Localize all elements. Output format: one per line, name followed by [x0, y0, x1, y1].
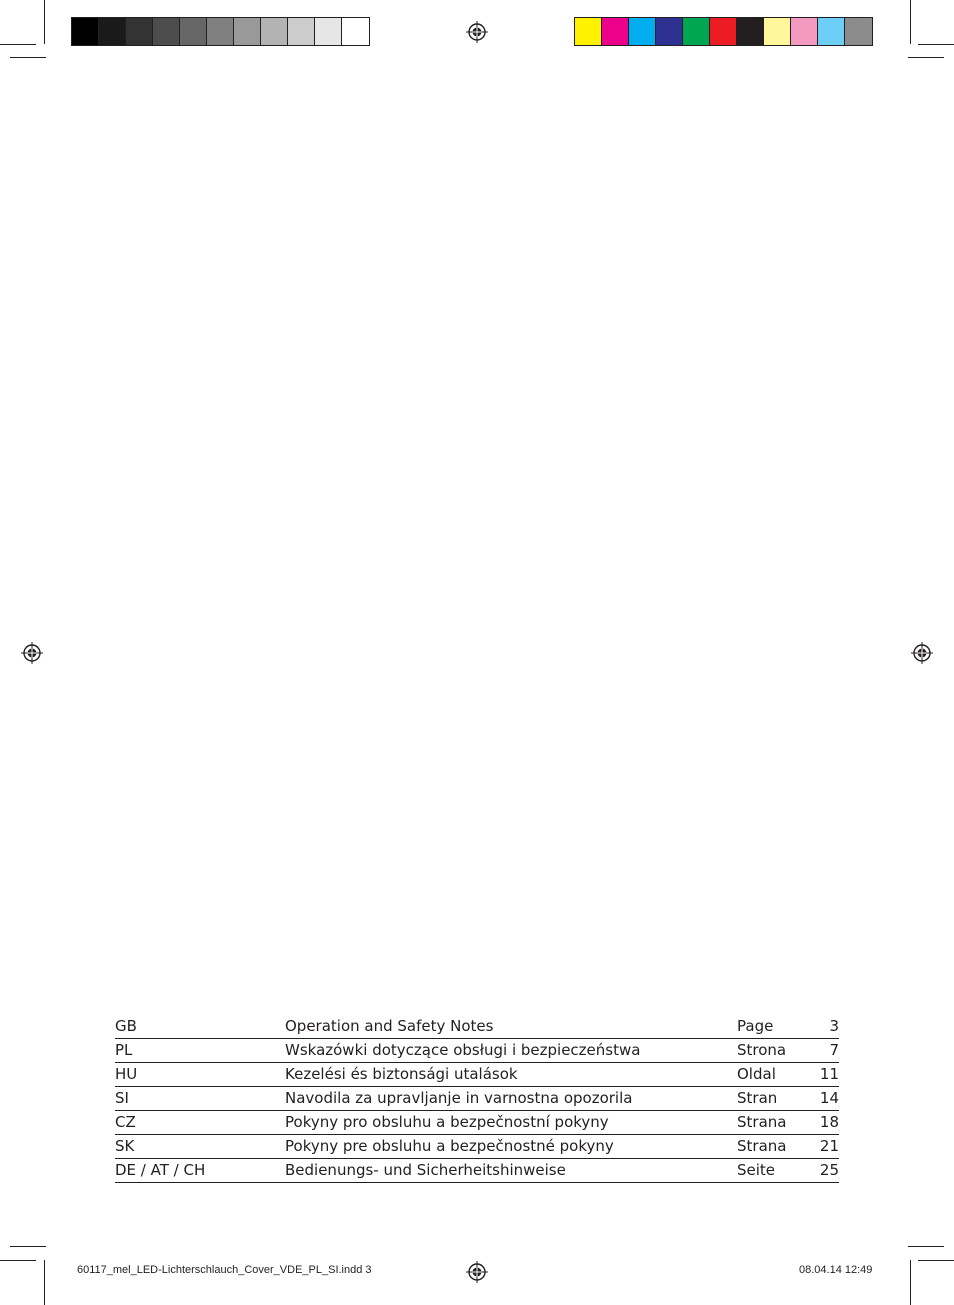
color-swatch	[629, 18, 656, 45]
color-swatch	[207, 18, 234, 45]
color-swatch	[845, 18, 872, 45]
process-color-bar	[574, 17, 873, 46]
color-swatch	[683, 18, 710, 45]
toc-title: Pokyny pre obsluhu a bezpečnostné pokyny	[285, 1137, 614, 1155]
color-swatch	[315, 18, 342, 45]
color-swatch	[818, 18, 845, 45]
toc-page-label: Oldal	[737, 1065, 776, 1083]
color-swatch	[288, 18, 315, 45]
toc-page-label: Strana	[737, 1113, 787, 1131]
table-of-contents	[115, 1015, 839, 1183]
toc-page-number: 3	[829, 1017, 839, 1035]
toc-row	[115, 1159, 839, 1183]
registration-mark-icon	[466, 1261, 488, 1283]
slug-datetime: 08.04.14 12:49	[799, 1264, 873, 1276]
toc-page-number: 25	[819, 1161, 839, 1179]
toc-row	[115, 1087, 839, 1111]
toc-page-label: Page	[737, 1017, 774, 1035]
toc-title: Operation and Safety Notes	[285, 1017, 494, 1035]
toc-row	[115, 1015, 839, 1039]
toc-row	[115, 1063, 839, 1087]
color-swatch	[764, 18, 791, 45]
color-swatch	[710, 18, 737, 45]
toc-title: Wskazówki dotyczące obsługi i bezpieczeństwa	[285, 1041, 641, 1059]
color-swatch	[72, 18, 99, 45]
toc-title: Kezelési és biztonsági utalások	[285, 1065, 518, 1083]
toc-title: Bedienungs- und Sicherheitshinweise	[285, 1161, 566, 1179]
crop-mark	[10, 1246, 46, 1247]
crop-mark	[0, 44, 36, 45]
color-swatch	[575, 18, 602, 45]
crop-mark	[44, 1260, 45, 1305]
toc-page-label: Seite	[737, 1161, 776, 1179]
crop-mark	[908, 1246, 944, 1247]
toc-language-code: GB	[115, 1017, 137, 1035]
color-swatch	[342, 18, 369, 45]
color-swatch	[234, 18, 261, 45]
color-swatch	[180, 18, 207, 45]
color-swatch	[602, 18, 629, 45]
toc-page-number: 11	[819, 1065, 839, 1083]
toc-page-number: 18	[819, 1113, 839, 1131]
toc-language-code: CZ	[115, 1113, 136, 1131]
toc-row	[115, 1039, 839, 1063]
color-swatch	[99, 18, 126, 45]
toc-page-label: Strana	[737, 1137, 787, 1155]
color-swatch	[656, 18, 683, 45]
crop-mark	[0, 1260, 36, 1261]
toc-page-number: 14	[819, 1089, 839, 1107]
toc-language-code: DE / AT / CH	[115, 1161, 206, 1179]
crop-mark	[44, 0, 45, 44]
toc-language-code: SI	[115, 1089, 129, 1107]
toc-language-code: PL	[115, 1041, 133, 1059]
registration-mark-icon	[911, 642, 933, 664]
crop-mark	[908, 57, 944, 58]
grayscale-color-bar	[71, 17, 370, 46]
toc-language-code: HU	[115, 1065, 138, 1083]
registration-mark-icon	[21, 642, 43, 664]
toc-title: Navodila za upravljanje in varnostna opozorila	[285, 1089, 633, 1107]
crop-mark	[10, 57, 46, 58]
crop-mark	[910, 1260, 911, 1305]
crop-mark	[918, 1260, 954, 1261]
color-swatch	[791, 18, 818, 45]
slug-file-info: 60117_mel_LED-Lichterschlauch_Cover_VDE_PL_SI.indd 3	[77, 1264, 372, 1276]
color-swatch	[737, 18, 764, 45]
toc-page-number: 7	[829, 1041, 839, 1059]
toc-row	[115, 1111, 839, 1135]
toc-title: Pokyny pro obsluhu a bezpečnostní pokyny	[285, 1113, 609, 1131]
toc-page-label: Strona	[737, 1041, 787, 1059]
toc-language-code: SK	[115, 1137, 135, 1155]
crop-mark	[910, 0, 911, 44]
color-swatch	[126, 18, 153, 45]
registration-mark-icon	[466, 21, 488, 43]
color-swatch	[261, 18, 288, 45]
toc-page-label: Stran	[737, 1089, 778, 1107]
toc-row	[115, 1135, 839, 1159]
color-swatch	[153, 18, 180, 45]
crop-mark	[918, 44, 954, 45]
toc-page-number: 21	[819, 1137, 839, 1155]
